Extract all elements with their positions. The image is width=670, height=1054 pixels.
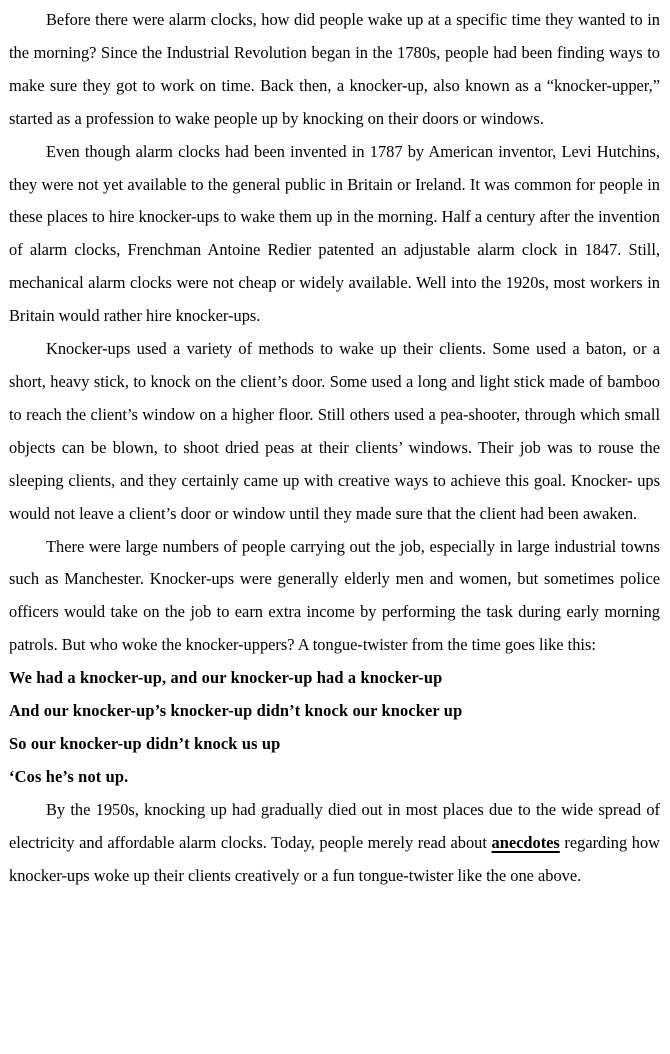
paragraph-origin: Before there were alarm clocks, how did people wake up at a specific time they wanted to in the morning? Since the Industrial Revolution began in the 1780s, people had been finding ways to make sure they got to work on time. Back then, a knocker-up, also known as a “knocker-upper,” started as a profession to wake people up by knocking on their doors or windows. xyxy=(9,10,660,128)
paragraph-methods: Knocker-ups used a variety of methods to wake up their clients. Some used a baton, or a short, heavy stick, to knock on the client’s door. Some used a long and light stick made of bamboo to reach the client’s window on a higher floor. Still others used a pea-shooter, through which small objects can be blown, to shoot dried peas at their clients’ windows. Their job was to rouse the sleeping clients, and they certainly came up with creative ways to achieve this goal. Knocker- ups would not leave a client’s door or window until they made sure that the client had been awaken. xyxy=(9,339,660,523)
underlined-word-anecdotes: anecdotes xyxy=(491,832,560,852)
conclusion-text-before: By the 1950s, knocking up had gradually died out in most places due to the wide spread of electricity and affordable alarm clocks. Today, people merely read about xyxy=(9,799,660,852)
paragraph-workers: There were large numbers of people carrying out the job, especially in large industrial towns such as Manchester. Knocker-ups were generally elderly men and women, but sometimes police officers would take on the job to earn extra income by performing the task during early morning patrols. But who woke the knocker-uppers? A tongue-twister from the time goes like this: xyxy=(9,536,660,655)
paragraph-conclusion xyxy=(9,794,660,893)
tongue-twister-line-4: ‘Cos he’s not up. xyxy=(9,766,129,786)
tongue-twister-line-1: We had a knocker-up, and our knocker-up had a knocker-up xyxy=(9,668,443,688)
tongue-twister xyxy=(9,662,660,794)
paragraph-alarm-clock-history: Even though alarm clocks had been invented in 1787 by American inventor, Levi Hutchins, they were not yet available to the general public in Britain or Ireland. It was common for people in these places to hire knocker-ups to wake them up in the morning. Half a century after the invention of alarm clocks, Frenchman Antoine Redier patented an adjustable alarm clock in 1847. Still, mechanical alarm clocks were not cheap or widely available. Well into the 1920s, most workers in Britain would rather hire knocker-ups. xyxy=(9,141,660,326)
tongue-twister-line-3: So our knocker-up didn’t knock us up xyxy=(9,733,281,753)
conclusion-text-after: regarding how knocker-ups woke up their clients creatively or a fun tongue-twister like the one above. xyxy=(9,832,660,885)
tongue-twister-line-2: And our knocker-up’s knocker-up didn’t knock our knocker up xyxy=(9,701,463,721)
